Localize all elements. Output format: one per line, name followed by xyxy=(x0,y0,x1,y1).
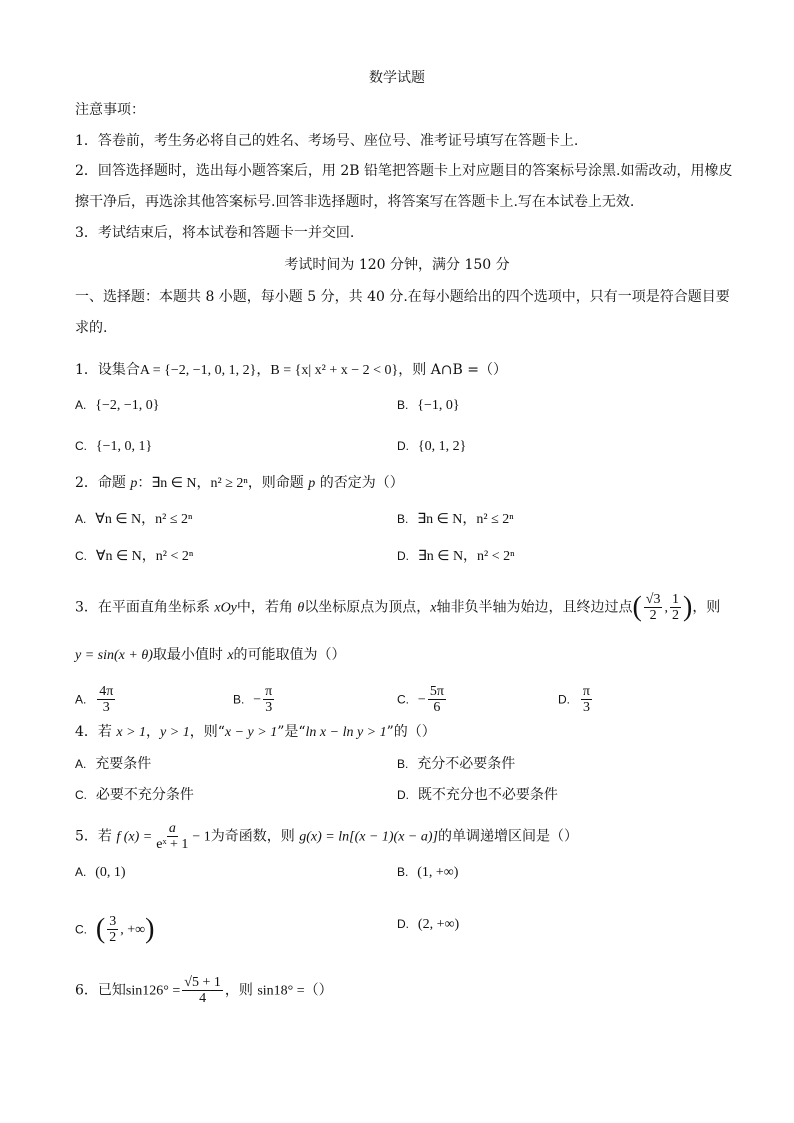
question-3-line-2: y = sin(x + θ)取最小值时 x的可能取值为（） xyxy=(75,647,346,663)
q1-option-d[interactable]: D. {0, 1, 2} xyxy=(397,439,467,454)
question-5: 5．若 f (x) = $\frac{a}{\text{eˣ + 1}}$ − 1为奇函数，则 g(x) = ln[(x − 1)(x − a)]的单调递增区间是（） xyxy=(75,821,578,852)
q3-point-x: $\frac{√3}{2}$ xyxy=(645,592,661,623)
q1-set-b: B = {x| x² + x − 2 < 0} xyxy=(270,363,399,378)
q3-option-d[interactable]: D. $\frac{\pi}{3}$ xyxy=(558,684,590,715)
q1-option-b[interactable]: B. {−1, 0} xyxy=(397,398,460,413)
question-4: 4．若 x > 1，y > 1，则“x − y > 1”是“ln x − ln y > 1”的（） xyxy=(75,724,436,740)
notice-item: 2．回答选择题时，选出每小题答案后，用 2B 铅笔把答题卡上对应题目的答案标号涂黑.如需改动，用橡皮 xyxy=(75,163,733,179)
q4-option-b[interactable]: B. 充分不必要条件 xyxy=(397,756,516,772)
notice-heading: 注意事项： xyxy=(75,102,145,118)
notice-item: 3．考试结束后，将本试卷和答题卡一并交回. xyxy=(75,225,355,241)
notice-item: 擦干净后，再选涂其他答案标号.回答非选择题时，将答案写在答题卡上.写在本试卷上无效. xyxy=(75,194,635,210)
q3-option-a[interactable]: A. $\frac{4\pi}{3}$ xyxy=(75,684,114,715)
q2-option-a[interactable]: A. ∀n ∈ N，n² ≤ 2ⁿ xyxy=(75,512,193,527)
q5-option-c[interactable]: C. ( $\frac{3}{2}$ , +∞) xyxy=(75,913,155,945)
exam-info: 考试时间为 120 分钟，满分 150 分 xyxy=(284,257,510,273)
q4-option-c[interactable]: C. 必要不充分条件 xyxy=(75,787,194,803)
question-1 xyxy=(75,360,507,381)
section-heading: 一、选择题：本题共 8 小题，每小题 5 分，共 40 分.在每小题给出的四个选项中，只有一项是符合题目要 xyxy=(75,289,730,305)
q3-point-y: $\frac{1}{2}$ xyxy=(671,592,679,623)
q1-set-a: A = {−2, −1, 0, 1, 2} xyxy=(139,363,257,378)
q2-option-d[interactable]: D. ∃n ∈ N，n² < 2ⁿ xyxy=(397,549,515,564)
q4-option-a[interactable]: A. 充要条件 xyxy=(75,756,152,772)
q1-suffix: ，则 A∩B =（） xyxy=(398,362,508,378)
q4-option-d[interactable]: D. 既不充分也不必要条件 xyxy=(397,787,558,803)
question-2: 2．命题 p：∃n ∈ N，n² ≥ 2ⁿ，则命题 p 的否定为（） xyxy=(75,475,404,491)
q6-fraction: $\frac{√5 + 1}{4}$ xyxy=(184,975,221,1006)
section-heading-cont: 求的. xyxy=(75,320,108,336)
page-title: 数学试题 xyxy=(369,70,425,86)
q1-option-a[interactable]: A. {−2, −1, 0} xyxy=(75,398,160,413)
q5-option-b[interactable]: B. (1, +∞) xyxy=(397,865,459,880)
q5-fraction: $\frac{a}{\text{eˣ + 1}}$ xyxy=(156,821,189,852)
q2-option-b[interactable]: B. ∃n ∈ N，n² ≤ 2ⁿ xyxy=(397,512,514,527)
question-6: 6．已知sin126° = $\frac{√5 + 1}{4}$ ，则 sin18° =（） xyxy=(75,975,333,1006)
q1-comma: ， xyxy=(256,362,271,378)
notice-item: 1．答卷前，考生务必将自己的姓名、考场号、座位号、准考证号填写在答题卡上. xyxy=(75,133,579,149)
q1-prefix: 1．设集合 xyxy=(75,362,140,378)
q5-option-d[interactable]: D. (2, +∞) xyxy=(397,917,460,932)
q5-option-a[interactable]: A. (0, 1) xyxy=(75,865,126,880)
q2-option-c[interactable]: C. ∀n ∈ N，n² < 2ⁿ xyxy=(75,549,194,564)
q3-option-b[interactable]: B. − $\frac{\pi}{3}$ xyxy=(233,684,273,715)
q1-option-c[interactable]: C. {−1, 0, 1} xyxy=(75,439,153,454)
question-3-line-1: 3．在平面直角坐标系 xOy中，若角 θ以坐标原点为顶点，x轴非负半轴为始边，且终边过点( $\frac{√3}{2}$ , $\frac{1}{2}$ )，则 xyxy=(75,591,721,623)
q3-option-c[interactable]: C. − $\frac{5\pi}{6}$ xyxy=(397,684,444,715)
